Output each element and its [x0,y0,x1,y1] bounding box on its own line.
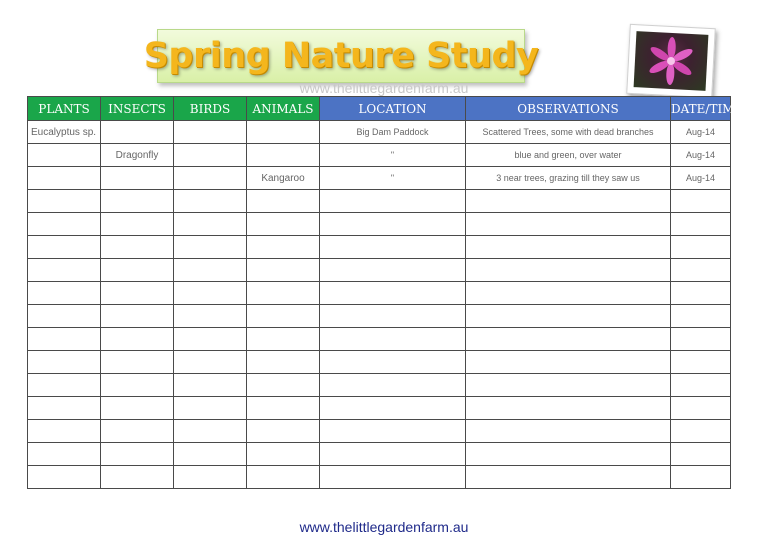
table-cell [101,443,174,466]
table-row [28,167,731,190]
table-cell [247,190,320,213]
table-cell [101,305,174,328]
table-cell [671,351,731,374]
table-cell [466,259,671,282]
table-cell [28,374,101,397]
table-cell [466,282,671,305]
title-banner [143,29,539,83]
table-cell [247,351,320,374]
table-row [28,443,731,466]
table-row [28,397,731,420]
table-cell [671,305,731,328]
table-cell [466,443,671,466]
table-cell: " [320,167,466,190]
table-cell [247,466,320,489]
table-cell [247,420,320,443]
table-cell [671,328,731,351]
table-cell [174,305,247,328]
table-cell [320,190,466,213]
table-cell [247,328,320,351]
nature-study-table [27,96,744,489]
table-cell [101,374,174,397]
table-cell [320,397,466,420]
table-cell [28,397,101,420]
table-cell [174,351,247,374]
table-cell [174,466,247,489]
column-header-birds: BIRDS [174,97,247,121]
table-cell: " [320,144,466,167]
table-cell [174,121,247,144]
table-cell [320,466,466,489]
table-cell [28,236,101,259]
table-cell: Eucalyptus sp. [28,121,101,144]
table-cell [174,443,247,466]
table-cell [247,259,320,282]
table-cell [101,351,174,374]
table-cell [320,259,466,282]
table-row [28,213,731,236]
table-cell [28,259,101,282]
table-row [28,190,731,213]
table-cell [247,397,320,420]
table-cell [320,236,466,259]
table-cell [320,351,466,374]
table-cell [671,213,731,236]
table-cell [247,236,320,259]
table-cell [247,121,320,144]
table-cell [28,443,101,466]
table-cell [466,328,671,351]
table-cell: Aug-14 [671,144,731,167]
table-row [28,305,731,328]
table-cell [671,466,731,489]
purple-flower-icon [634,31,709,91]
watermark: www.thelittlegardenfarm.au [299,80,469,96]
table-cell [466,236,671,259]
table-cell: blue and green, over water [466,144,671,167]
table-row [28,466,731,489]
table-cell: Kangaroo [247,167,320,190]
table-cell [320,374,466,397]
table-cell [101,121,174,144]
table-row [28,374,731,397]
table-cell [28,167,101,190]
table-cell [247,374,320,397]
table-row [28,259,731,282]
table-cell [671,443,731,466]
column-header-plants: PLANTS [28,97,101,121]
table-cell [174,397,247,420]
table-cell [174,213,247,236]
table-cell [174,328,247,351]
table-cell [466,466,671,489]
table-cell [101,236,174,259]
table-cell [174,259,247,282]
header-row [28,97,731,121]
table-cell [247,305,320,328]
table-cell [466,374,671,397]
flower-photo [626,24,716,98]
table-cell [671,282,731,305]
table-cell [174,190,247,213]
table-cell [101,259,174,282]
table-cell [671,236,731,259]
table-cell [28,328,101,351]
table-row [28,351,731,374]
table-row [28,121,731,144]
table-cell [466,305,671,328]
table-row [28,282,731,305]
table-cell [320,420,466,443]
table-cell [28,351,101,374]
table-cell: Aug-14 [671,167,731,190]
table-cell [174,374,247,397]
table-cell [671,259,731,282]
table-cell [101,213,174,236]
table-cell [101,282,174,305]
table-cell [247,213,320,236]
table-cell [174,282,247,305]
table-cell [466,351,671,374]
table-cell [174,236,247,259]
page-title: Spring Nature Study [143,36,539,76]
table-cell [174,420,247,443]
table-cell [466,213,671,236]
table-cell: Scattered Trees, some with dead branches [466,121,671,144]
table-cell: Dragonfly [101,144,174,167]
table-cell: 3 near trees, grazing till they saw us [466,167,671,190]
table-cell [320,213,466,236]
table-cell: Aug-14 [671,121,731,144]
column-header-date-time: DATE/TIME [671,97,731,121]
table-cell [101,397,174,420]
table-cell [466,397,671,420]
table-row [28,236,731,259]
footer-url: www.thelittlegardenfarm.au [299,519,469,535]
table-cell [28,305,101,328]
table-row [28,144,731,167]
table-cell [101,328,174,351]
table-cell [28,282,101,305]
table-cell [247,144,320,167]
table-cell [28,420,101,443]
table-cell [28,190,101,213]
table-cell: Big Dam Paddock [320,121,466,144]
table-cell [28,213,101,236]
column-header-insects: INSECTS [101,97,174,121]
table-cell [247,282,320,305]
column-header-animals: ANIMALS [247,97,320,121]
table-cell [28,466,101,489]
table-cell [101,167,174,190]
table-cell [466,190,671,213]
table-cell [671,374,731,397]
table-cell [671,420,731,443]
table-cell [671,397,731,420]
table-cell [174,144,247,167]
table-cell [174,167,247,190]
table-cell [320,443,466,466]
table-cell [28,144,101,167]
table-cell [320,282,466,305]
table-cell [466,420,671,443]
column-header-location: LOCATION [320,97,466,121]
table-cell [101,466,174,489]
column-header-observations: OBSERVATIONS [466,97,671,121]
table-cell [320,305,466,328]
table-cell [320,328,466,351]
table-cell [247,443,320,466]
table-cell [101,420,174,443]
table-cell [101,190,174,213]
table-cell [671,190,731,213]
table-row [28,328,731,351]
table-row [28,420,731,443]
